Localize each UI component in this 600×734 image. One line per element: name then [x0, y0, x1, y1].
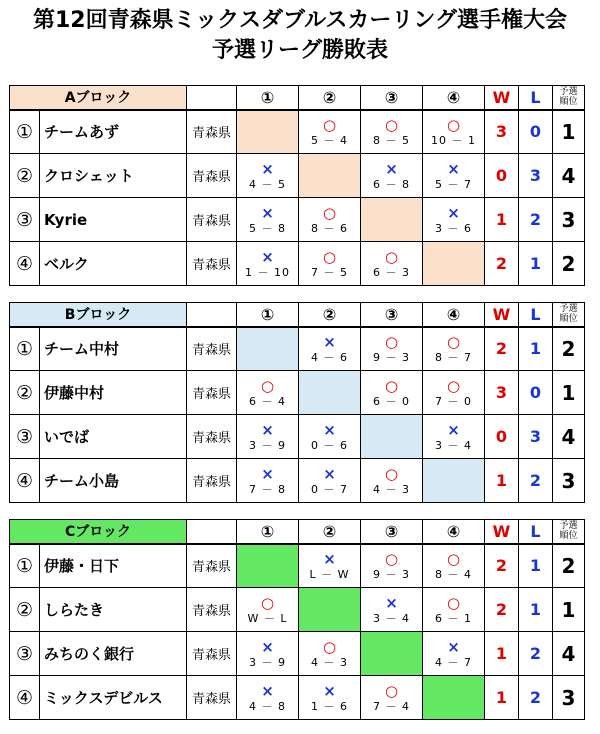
- team-row: [10, 676, 585, 720]
- losses-count: 1: [519, 544, 553, 588]
- match-score: 3 － 6: [435, 221, 472, 235]
- block-table-b: [9, 302, 585, 503]
- rank-header: [553, 520, 585, 544]
- match-result-cell: [237, 676, 299, 720]
- match-score: 4 － 5: [249, 177, 286, 191]
- losses-count: 0: [519, 110, 553, 154]
- team-name: チーム小島: [40, 459, 187, 503]
- match-score: 4 － 3: [311, 655, 348, 669]
- match-result-cell: [423, 588, 485, 632]
- team-prefecture: 青森県: [187, 588, 237, 632]
- loss-mark: ×: [447, 159, 460, 178]
- team-prefecture: 青森県: [187, 632, 237, 676]
- match-score: 5 － 4: [311, 133, 348, 147]
- col-header: ④: [423, 303, 485, 327]
- match-result-cell: [237, 459, 299, 503]
- col-header: ①: [237, 520, 299, 544]
- team-name: ミックスデビルス: [40, 676, 187, 720]
- losses-header: L: [519, 303, 553, 327]
- match-score: 4 － 7: [435, 655, 472, 669]
- rank-header-line1: 予選: [559, 304, 578, 315]
- header-blank: [187, 520, 237, 544]
- losses-count: 2: [519, 198, 553, 242]
- match-score: 0 － 7: [311, 482, 348, 496]
- rank-value: 4: [553, 415, 585, 459]
- loss-mark: ×: [261, 681, 274, 700]
- losses-count: 2: [519, 676, 553, 720]
- wins-header: W: [485, 303, 519, 327]
- match-result-cell: [361, 371, 423, 415]
- win-mark: ○: [260, 593, 275, 612]
- match-result-cell: [423, 632, 485, 676]
- self-match-cell: [361, 198, 423, 242]
- match-result-cell: [237, 198, 299, 242]
- col-header: ③: [361, 520, 423, 544]
- rank-value: 3: [553, 459, 585, 503]
- team-number: ③: [10, 632, 40, 676]
- team-row: [10, 632, 585, 676]
- win-mark: ○: [446, 115, 461, 134]
- block-name: Aブロック: [10, 86, 187, 110]
- win-mark: ○: [384, 464, 399, 483]
- match-result-cell: [237, 154, 299, 198]
- loss-mark: ×: [323, 332, 336, 351]
- win-mark: ○: [322, 247, 337, 266]
- team-number: ③: [10, 198, 40, 242]
- team-number: ①: [10, 110, 40, 154]
- loss-mark: ×: [261, 464, 274, 483]
- match-result-cell: [423, 327, 485, 371]
- match-score: L － W: [309, 567, 350, 581]
- team-number: ①: [10, 544, 40, 588]
- match-score: 3 － 9: [249, 438, 286, 452]
- wins-count: 2: [485, 242, 519, 286]
- match-result-cell: [423, 371, 485, 415]
- match-score: 6 － 0: [373, 394, 410, 408]
- win-mark: ○: [384, 549, 399, 568]
- col-header: ②: [299, 520, 361, 544]
- win-mark: ○: [384, 247, 399, 266]
- team-prefecture: 青森県: [187, 459, 237, 503]
- loss-mark: ×: [323, 549, 336, 568]
- rank-value: 2: [553, 327, 585, 371]
- loss-mark: ×: [447, 203, 460, 222]
- team-name: クロシェット: [40, 154, 187, 198]
- match-score: 3 － 9: [249, 655, 286, 669]
- loss-mark: ×: [323, 464, 336, 483]
- wins-count: 1: [485, 676, 519, 720]
- wins-header: W: [485, 86, 519, 110]
- rank-value: 2: [553, 242, 585, 286]
- rank-value: 3: [553, 676, 585, 720]
- match-score: 7 － 4: [373, 699, 410, 713]
- team-row: [10, 198, 585, 242]
- col-header: ②: [299, 86, 361, 110]
- team-name: 伊藤・日下: [40, 544, 187, 588]
- match-result-cell: [237, 588, 299, 632]
- team-prefecture: 青森県: [187, 242, 237, 286]
- match-score: 8 － 6: [311, 221, 348, 235]
- self-match-cell: [237, 544, 299, 588]
- match-score: 7 － 8: [249, 482, 286, 496]
- match-result-cell: [361, 242, 423, 286]
- win-mark: ○: [446, 549, 461, 568]
- match-result-cell: [423, 154, 485, 198]
- wins-count: 3: [485, 110, 519, 154]
- match-result-cell: [299, 632, 361, 676]
- rank-header-line2: 順位: [559, 314, 578, 325]
- loss-mark: ×: [385, 593, 398, 612]
- win-mark: ○: [322, 115, 337, 134]
- rank-header-line2: 順位: [559, 97, 578, 108]
- win-mark: ○: [384, 681, 399, 700]
- wins-count: 3: [485, 371, 519, 415]
- match-result-cell: [237, 242, 299, 286]
- win-mark: ○: [260, 376, 275, 395]
- losses-count: 3: [519, 415, 553, 459]
- team-name: Kyrie: [40, 198, 187, 242]
- self-match-cell: [361, 415, 423, 459]
- match-result-cell: [299, 327, 361, 371]
- wins-count: 1: [485, 198, 519, 242]
- self-match-cell: [237, 110, 299, 154]
- win-mark: ○: [322, 203, 337, 222]
- match-score: 4 － 3: [373, 482, 410, 496]
- block-name: Bブロック: [10, 303, 187, 327]
- team-prefecture: 青森県: [187, 327, 237, 371]
- team-name: 伊藤中村: [40, 371, 187, 415]
- rank-value: 1: [553, 371, 585, 415]
- match-result-cell: [361, 110, 423, 154]
- match-result-cell: [299, 676, 361, 720]
- team-row: [10, 459, 585, 503]
- win-mark: ○: [384, 332, 399, 351]
- team-number: ④: [10, 242, 40, 286]
- losses-count: 2: [519, 632, 553, 676]
- rank-value: 2: [553, 544, 585, 588]
- rank-value: 1: [553, 588, 585, 632]
- team-number: ②: [10, 588, 40, 632]
- match-result-cell: [299, 459, 361, 503]
- match-score: 8 － 5: [373, 133, 410, 147]
- match-score: 3 － 4: [435, 438, 472, 452]
- match-result-cell: [299, 544, 361, 588]
- self-match-cell: [361, 632, 423, 676]
- team-number: ④: [10, 676, 40, 720]
- rank-header-line1: 予選: [559, 87, 578, 98]
- match-result-cell: [299, 110, 361, 154]
- team-name: チームあず: [40, 110, 187, 154]
- team-row: [10, 242, 585, 286]
- team-prefecture: 青森県: [187, 676, 237, 720]
- match-score: 6 － 8: [373, 177, 410, 191]
- team-prefecture: 青森県: [187, 110, 237, 154]
- self-match-cell: [423, 242, 485, 286]
- team-row: [10, 371, 585, 415]
- self-match-cell: [299, 588, 361, 632]
- rank-value: 1: [553, 110, 585, 154]
- match-result-cell: [361, 676, 423, 720]
- team-prefecture: 青森県: [187, 154, 237, 198]
- team-name: チーム中村: [40, 327, 187, 371]
- loss-mark: ×: [447, 637, 460, 656]
- header-row: [10, 520, 585, 544]
- loss-mark: ×: [261, 420, 274, 439]
- match-score: 4 － 8: [249, 699, 286, 713]
- block-table-a: [9, 85, 585, 286]
- team-prefecture: 青森県: [187, 198, 237, 242]
- self-match-cell: [423, 676, 485, 720]
- wins-count: 0: [485, 415, 519, 459]
- team-number: ①: [10, 327, 40, 371]
- losses-header: L: [519, 86, 553, 110]
- page-subtitle: 予選リーグ勝敗表: [211, 38, 388, 63]
- match-score: 5 － 7: [435, 177, 472, 191]
- header-blank: [187, 86, 237, 110]
- team-prefecture: 青森県: [187, 544, 237, 588]
- wins-count: 2: [485, 588, 519, 632]
- col-header: ④: [423, 86, 485, 110]
- match-result-cell: [423, 110, 485, 154]
- match-result-cell: [361, 588, 423, 632]
- win-mark: ○: [446, 332, 461, 351]
- match-score: 6 － 1: [435, 611, 472, 625]
- match-score: 4 － 6: [311, 350, 348, 364]
- match-score: 6 － 3: [373, 265, 410, 279]
- loss-mark: ×: [323, 681, 336, 700]
- wins-count: 0: [485, 154, 519, 198]
- team-number: ②: [10, 371, 40, 415]
- team-row: [10, 415, 585, 459]
- win-mark: ○: [446, 376, 461, 395]
- header-blank: [187, 303, 237, 327]
- match-result-cell: [237, 632, 299, 676]
- loss-mark: ×: [323, 420, 336, 439]
- loss-mark: ×: [261, 637, 274, 656]
- match-score: 1 － 10: [245, 265, 290, 279]
- match-score: W － L: [247, 611, 288, 625]
- match-result-cell: [299, 415, 361, 459]
- page-title: 第12回青森県ミックスダブルスカーリング選手権大会: [33, 8, 567, 33]
- rank-header: [553, 86, 585, 110]
- col-header: ②: [299, 303, 361, 327]
- team-row: [10, 154, 585, 198]
- match-score: 8 － 7: [435, 350, 472, 364]
- match-score: 6 － 4: [249, 394, 286, 408]
- losses-count: 1: [519, 588, 553, 632]
- block-table-c: [9, 519, 585, 720]
- team-row: [10, 327, 585, 371]
- match-score: 8 － 4: [435, 567, 472, 581]
- self-match-cell: [423, 459, 485, 503]
- col-header: ①: [237, 303, 299, 327]
- match-result-cell: [423, 415, 485, 459]
- rank-header-line2: 順位: [559, 531, 578, 542]
- col-header: ③: [361, 303, 423, 327]
- match-result-cell: [237, 415, 299, 459]
- match-result-cell: [423, 198, 485, 242]
- team-name: みちのく銀行: [40, 632, 187, 676]
- loss-mark: ×: [261, 247, 274, 266]
- wins-count: 2: [485, 327, 519, 371]
- wins-count: 2: [485, 544, 519, 588]
- rank-value: 4: [553, 154, 585, 198]
- header-row: [10, 86, 585, 110]
- win-mark: ○: [384, 376, 399, 395]
- team-prefecture: 青森県: [187, 415, 237, 459]
- losses-count: 1: [519, 242, 553, 286]
- match-result-cell: [361, 154, 423, 198]
- match-score: 5 － 8: [249, 221, 286, 235]
- team-prefecture: 青森県: [187, 371, 237, 415]
- losses-header: L: [519, 520, 553, 544]
- team-row: [10, 544, 585, 588]
- losses-count: 0: [519, 371, 553, 415]
- self-match-cell: [237, 327, 299, 371]
- match-score: 7 － 0: [435, 394, 472, 408]
- loss-mark: ×: [385, 159, 398, 178]
- block-name: Cブロック: [10, 520, 187, 544]
- header-row: [10, 303, 585, 327]
- wins-count: 1: [485, 632, 519, 676]
- losses-count: 3: [519, 154, 553, 198]
- match-score: 9 － 3: [373, 567, 410, 581]
- match-result-cell: [299, 198, 361, 242]
- team-name: いでば: [40, 415, 187, 459]
- self-match-cell: [299, 154, 361, 198]
- match-score: 10 － 1: [431, 133, 476, 147]
- losses-count: 1: [519, 327, 553, 371]
- team-number: ③: [10, 415, 40, 459]
- team-name: しらたき: [40, 588, 187, 632]
- losses-count: 2: [519, 459, 553, 503]
- rank-value: 4: [553, 632, 585, 676]
- loss-mark: ×: [261, 159, 274, 178]
- rank-header: [553, 303, 585, 327]
- loss-mark: ×: [261, 203, 274, 222]
- team-number: ②: [10, 154, 40, 198]
- match-score: 3 － 4: [373, 611, 410, 625]
- col-header: ③: [361, 86, 423, 110]
- win-mark: ○: [384, 115, 399, 134]
- rank-value: 3: [553, 198, 585, 242]
- win-mark: ○: [322, 637, 337, 656]
- match-result-cell: [299, 242, 361, 286]
- team-number: ④: [10, 459, 40, 503]
- match-result-cell: [361, 544, 423, 588]
- self-match-cell: [299, 371, 361, 415]
- match-result-cell: [423, 544, 485, 588]
- loss-mark: ×: [447, 420, 460, 439]
- match-score: 7 － 5: [311, 265, 348, 279]
- match-score: 0 － 6: [311, 438, 348, 452]
- match-result-cell: [237, 371, 299, 415]
- match-result-cell: [361, 459, 423, 503]
- match-score: 1 － 6: [311, 699, 348, 713]
- team-name: ベルク: [40, 242, 187, 286]
- match-result-cell: [361, 327, 423, 371]
- match-score: 9 － 3: [373, 350, 410, 364]
- team-row: [10, 110, 585, 154]
- wins-header: W: [485, 520, 519, 544]
- rank-header-line1: 予選: [559, 521, 578, 532]
- wins-count: 1: [485, 459, 519, 503]
- team-row: [10, 588, 585, 632]
- col-header: ①: [237, 86, 299, 110]
- col-header: ④: [423, 520, 485, 544]
- win-mark: ○: [446, 593, 461, 612]
